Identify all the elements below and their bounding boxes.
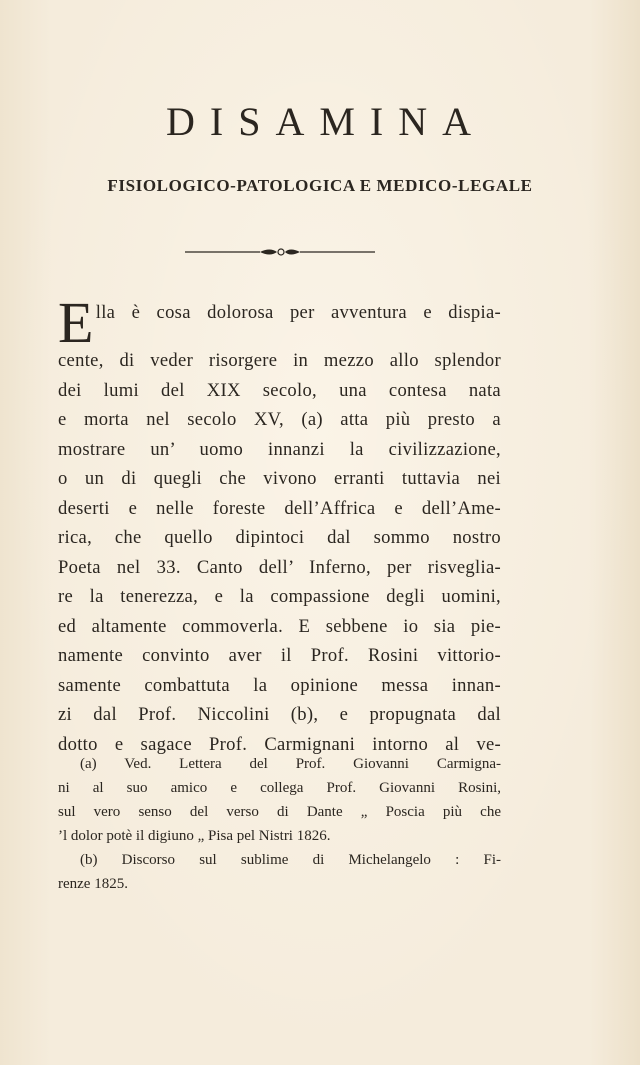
- body-line: lla è cosa dolorosa per avventura e dispia-: [95, 302, 501, 323]
- body-paragraph: [58, 290, 501, 759]
- body-line: rica, che quello dipintoci dal sommo nostro: [58, 527, 501, 548]
- body-line: Poeta nel 33. Canto dell’ Inferno, per risveglia-: [58, 556, 501, 578]
- body-line: namente convinto aver il Prof. Rosini vittorio-: [58, 645, 501, 666]
- body-line: o un di quegli che vivono erranti tuttavia nei: [58, 468, 501, 489]
- footnote-line: ’l dolor potè il digiuno „ Pisa pel Nistri 1826.: [58, 828, 331, 844]
- body-line: dei lumi del XIX secolo, una contesa nata: [58, 379, 501, 401]
- footnote-line: renze 1825.: [58, 876, 128, 892]
- drop-cap: E: [58, 290, 94, 355]
- footnote-line: ni al suo amico e collega Prof. Giovanni Rosini,: [58, 780, 501, 796]
- body-line: cente, di veder risorgere in mezzo allo splendor: [58, 350, 501, 371]
- body-line: samente combattuta la opinione messa innan-: [58, 674, 501, 696]
- footnotes: [58, 752, 501, 896]
- footnote-line: (a) Ved. Lettera del Prof. Giovanni Carmigna-: [80, 756, 501, 772]
- body-line: mostrare un’ uomo innanzi la civilizzazione,: [58, 438, 501, 460]
- footnote-line: (b) Discorso sul sublime di Michelangelo : Fi-: [80, 852, 501, 868]
- body-line: re la tenerezza, e la compassione degli uomini,: [58, 586, 501, 607]
- body-line: dotto e sagace Prof. Carmignani intorno al ve-: [58, 733, 501, 755]
- footnote-line: sul vero senso del verso di Dante „ Poscia più che: [58, 804, 501, 820]
- body-line: zi dal Prof. Niccolini (b), e propugnata dal: [58, 704, 501, 725]
- page-subtitle: FISIOLOGICO-PATOLOGICA E MEDICO-LEGALE: [107, 176, 533, 195]
- page-title: DISAMINA: [166, 99, 486, 144]
- body-line: deserti e nelle foreste dell’Affrica e dell’Ame-: [58, 497, 501, 519]
- body-line: ed altamente commoverla. E sebbene io sia pie-: [58, 615, 501, 637]
- body-line: e morta nel secolo XV, (a) atta più presto a: [58, 409, 501, 430]
- ornament-divider: [185, 245, 375, 259]
